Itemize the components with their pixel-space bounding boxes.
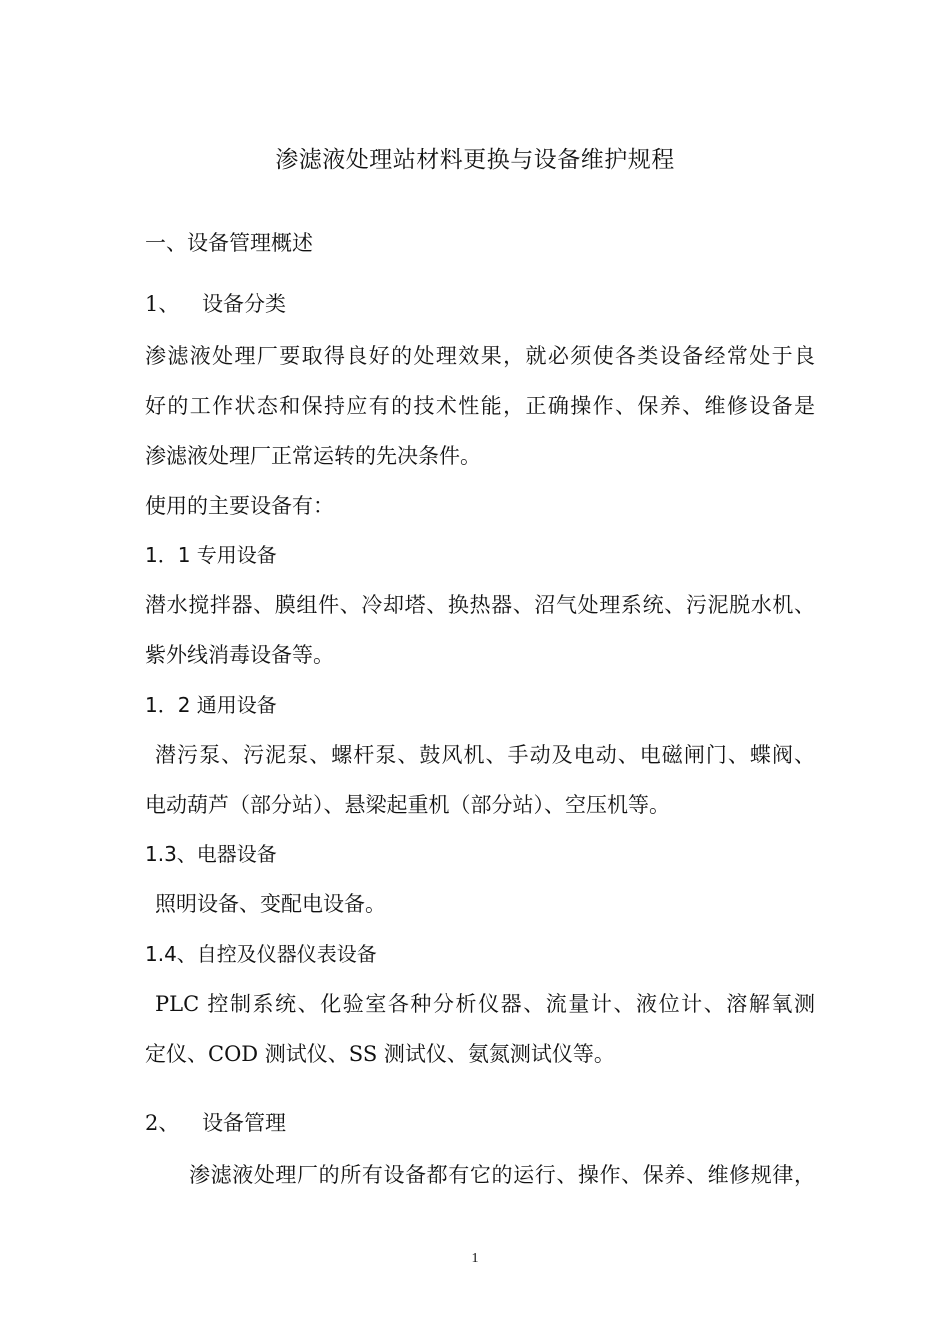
item-number-2: 2、 — [145, 1111, 180, 1135]
subsection-heading-1-3: 1.3、电器设备 — [145, 842, 277, 866]
item-number-1: 1、 — [145, 292, 180, 316]
paragraph-line: 好的工作状态和保持应有的技术性能，正确操作、保养、维修设备是 — [145, 394, 815, 418]
subsection-heading-1-1: 1．1 专用设备 — [145, 543, 277, 567]
item-title-2: 设备管理 — [202, 1111, 286, 1135]
paragraph-line: 照明设备、变配电设备。 — [155, 892, 386, 916]
paragraph-line: 紫外线消毒设备等。 — [145, 643, 334, 667]
paragraph-line: PLC 控制系统、化验室各种分析仪器、流量计、液位计、溶解氧测 — [155, 992, 815, 1016]
section-heading: 一、设备管理概述 — [145, 231, 313, 255]
item-title-1: 设备分类 — [202, 292, 286, 316]
paragraph-line: 渗滤液处理厂正常运转的先决条件。 — [145, 444, 481, 468]
document-title: 渗滤液处理站材料更换与设备维护规程 — [275, 147, 675, 173]
subsection-heading-1-2: 1．2 通用设备 — [145, 693, 277, 717]
paragraph-line: 渗滤液处理厂的所有设备都有它的运行、操作、保养、维修规律， — [189, 1163, 815, 1187]
paragraph-line: 定仪、COD 测试仪、SS 测试仪、氨氮测试仪等。 — [145, 1042, 615, 1066]
item-heading-2 — [145, 1108, 815, 1138]
paragraph-line: 潜水搅拌器、膜组件、冷却塔、换热器、沼气处理系统、污泥脱水机、 — [145, 593, 815, 617]
paragraph-line: 潜污泵、污泥泵、螺杆泵、鼓风机、手动及电动、电磁闸门、蝶阀、 — [155, 743, 815, 767]
paragraph-line: 渗滤液处理厂要取得良好的处理效果，就必须使各类设备经常处于良 — [145, 344, 815, 368]
paragraph-line: 电动葫芦（部分站）、悬梁起重机（部分站）、空压机等。 — [145, 793, 670, 817]
item-heading-1 — [145, 289, 815, 319]
subsection-heading-1-4: 1.4、自控及仪器仪表设备 — [145, 942, 377, 966]
main-equipment-label: 使用的主要设备有： — [145, 494, 334, 518]
page-number: 1 — [471, 1251, 479, 1266]
